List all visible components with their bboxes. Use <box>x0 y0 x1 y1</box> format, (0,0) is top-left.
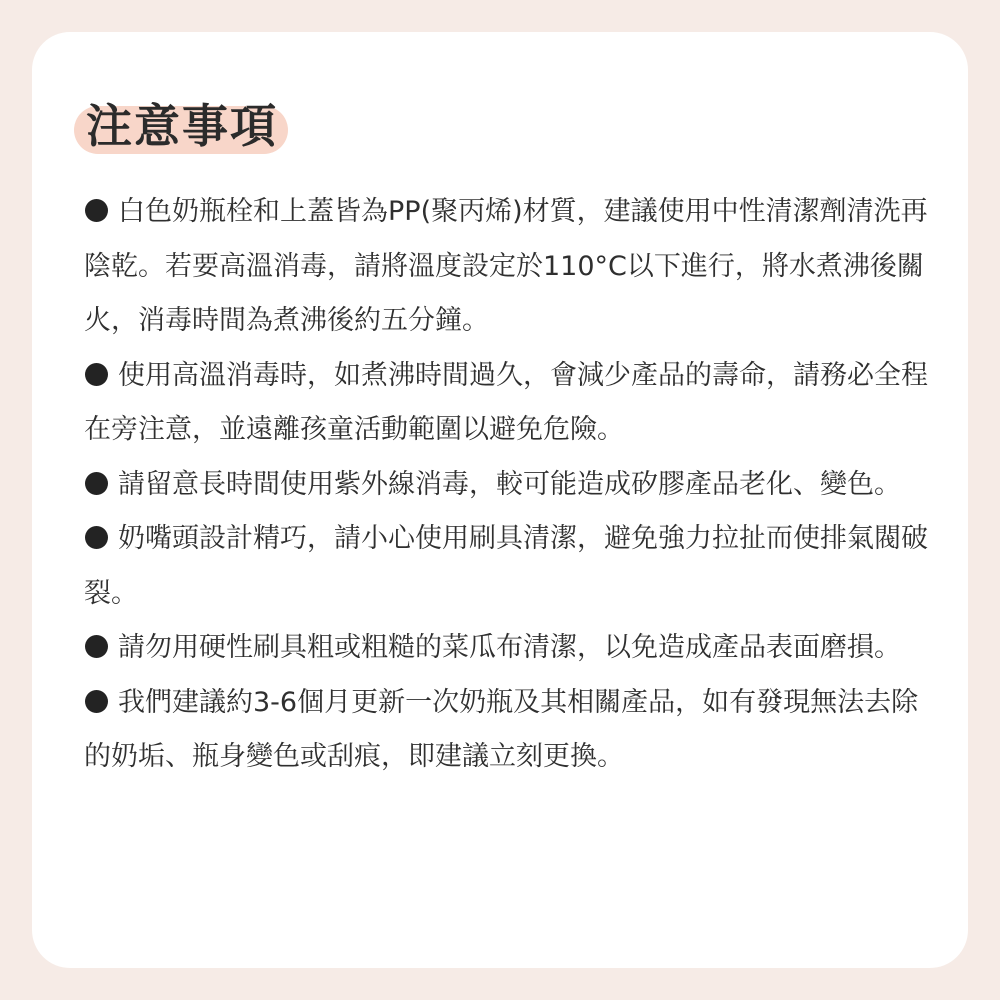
bullet-icon <box>85 526 108 549</box>
bullet-icon <box>85 690 108 713</box>
notice-item <box>84 512 934 621</box>
notice-text: 使用高溫消毒時，如煮沸時間過久，會減少產品的壽命，請務必全程在旁注意，並遠離孩童活動範圍以避免危險。 <box>84 359 928 445</box>
notice-item <box>84 458 934 513</box>
notice-card <box>32 32 968 968</box>
page-title: 注意事項 <box>86 99 278 153</box>
notice-item <box>84 676 934 785</box>
notice-text: 奶嘴頭設計精巧，請小心使用刷具清潔，避免強力拉扯而使排氣閥破裂。 <box>84 523 928 609</box>
notice-text: 請勿用硬性刷具粗或粗糙的菜瓜布清潔，以免造成產品表面磨損。 <box>118 632 901 663</box>
notice-text: 我們建議約3-6個月更新一次奶瓶及其相關產品，如有發現無法去除的奶垢、瓶身變色或刮痕，即建議立刻更換。 <box>84 686 919 772</box>
bullet-icon <box>85 635 108 658</box>
notice-item <box>84 349 934 458</box>
bullet-icon <box>85 472 108 495</box>
bullet-icon <box>85 199 108 222</box>
notice-item <box>84 621 934 676</box>
title-area <box>74 88 278 164</box>
bullet-icon <box>85 363 108 386</box>
notice-item <box>84 185 934 349</box>
notice-list <box>84 185 934 785</box>
notice-text: 請留意長時間使用紫外線消毒，較可能造成矽膠產品老化、變色。 <box>118 468 901 500</box>
notice-text: 白色奶瓶栓和上蓋皆為PP(聚丙烯)材質，建議使用中性清潔劑清洗再陰乾。若要高溫消毒，請將溫度設定於110°C以下進行，將水煮沸後關火，消毒時間為煮沸後約五分鐘。 <box>84 196 928 336</box>
